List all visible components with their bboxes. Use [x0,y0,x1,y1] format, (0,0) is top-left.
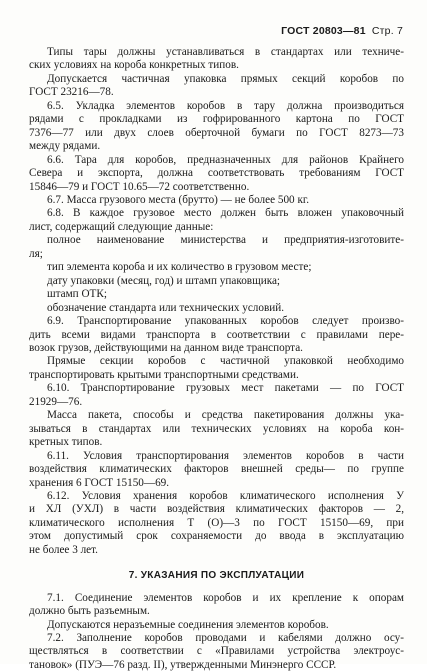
text-line: дату упаковки (месяц, год) и штамп упаковщика; [47,274,281,287]
text-line: лист, содержащий следующие данные: [29,220,214,233]
packing-transport-storage-text [29,46,404,557]
text-line: 6.5. Укладка элементов коробов в тару должна производиться [47,99,404,112]
text-line: воздействия климатических факторов внешней среды— по группе [29,463,404,476]
text-line: Допускаются неразъемные соединения элементов коробов. [47,618,329,631]
text-line: кретных типов. [29,436,103,449]
text-line: 6.7. Масса грузового места (брутто) — не более 500 кг. [47,193,309,206]
text-line: Прямые секции коробов с частичной упаковкой необходимо [47,355,404,368]
page-header [281,25,403,37]
text-line: должно быть разъемным. [29,605,150,618]
text-line: зываться в стандартах или технических условиях на короба кон- [29,422,404,435]
text-line: хранения 6 ГОСТ 15150—69. [29,476,170,489]
document-body [29,46,404,672]
text-line: и ХЛ (УХЛ) в части воздействия климатических факторов — 2, [29,503,404,516]
text-line: обозначение стандарта или технических условий. [47,301,285,314]
text-line: 7376—77 или двух слоев оберточной бумаги по ГОСТ 8273—73 [29,126,404,139]
text-line: 6.11. Условия транспортирования элементов коробов в части [47,449,404,462]
text-line: дить всеми видами транспорта в соответствии с правилами пере- [29,328,404,341]
text-line: транспортировать крытыми транспортными средствами. [29,368,299,381]
text-line: штамп ОТК; [47,288,107,301]
text-line: 6.6. Тара для коробов, предназначенных для районов Крайнего [47,153,404,166]
text-line: тановок» (ПУЭ—76 разд. II), утвержденными Минэнерго СССР. [29,658,337,671]
text-line: 6.8. В каждое грузовое место должен быть вложен упаковочный [47,207,404,220]
text-line: 15846—79 и ГОСТ 10.65—72 соответственно. [29,180,250,193]
text-line: Допускается частичная упаковка прямых секций коробов по [47,72,404,85]
operation-instructions-text [29,592,404,672]
text-line: этом допустимый срок сохраняемости до ввода в эксплуатацию [29,530,404,543]
text-line: возок грузов, действующими на данном виде транспорта. [29,341,303,354]
text-line: не более 3 лет. [29,543,98,556]
text-line: 7.2. Заполнение коробов проводами и кабелями должно осу- [47,632,404,645]
text-line: 7.1. Соединение элементов коробов и их крепление к опорам [47,591,404,604]
standard-number: ГОСТ 20803—81 [281,25,366,37]
text-line: тип элемента короба и их количество в грузовом месте; [47,261,312,274]
text-line: ских условиях на короба конкретных типов. [29,59,239,72]
text-line: 6.9. Транспортирование упакованных коробов следует произво- [47,315,404,328]
text-line: климатического исполнения Т (О)—3 по ГОСТ 15150—69, при [29,516,404,529]
text-line: 6.12. Условия хранения коробов климатического исполнения У [47,489,404,502]
text-line: 21929—76. [29,395,83,408]
text-line: полное наименование министерства и предприятия-изготовите- [47,234,404,247]
text-line: ля; [29,247,43,260]
text-line: рядами с прокладками из гофрированного картона по ГОСТ [29,113,404,126]
text-line: Масса пакета, способы и средства пакетирования должны ука- [47,409,404,422]
page-number: Стр. 7 [371,25,403,37]
text-line: ГОСТ 23216—78. [29,86,114,99]
section-title: 7. УКАЗАНИЯ ПО ЭКСПЛУАТАЦИИ [128,570,305,582]
text-line: между рядами. [29,140,101,153]
text-line: 6.10. Транспортирование грузовых мест пакетами — по ГОСТ [47,382,404,395]
text-line: Типы тары должны устанавливаться в стандартах или техниче- [47,46,404,58]
text-line: Севера и экспорта, должна соответствовать требованиям ГОСТ [29,167,404,180]
text-line: ществляться в соответствии с «Правилами устройства электроус- [29,645,404,658]
